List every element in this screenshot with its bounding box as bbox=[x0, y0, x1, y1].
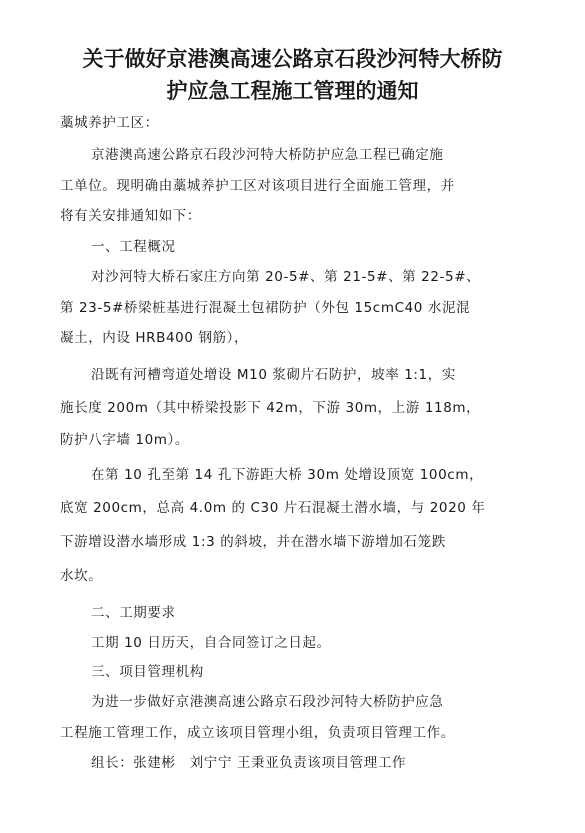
paragraph-line: 京港澳高速公路京石段沙河特大桥防护应急工程已确定施 bbox=[91, 147, 444, 163]
paragraph-line: 工程施工管理工作，成立该项目管理小组，负责项目管理工作。 bbox=[60, 725, 455, 741]
paragraph-line: 在第 10 孔至第 14 孔下游距大桥 30m 处增设顶宽 100cm， bbox=[91, 467, 484, 483]
paragraph-line: 工单位。现明确由藁城养护工区对该项目进行全面施工管理，并 bbox=[60, 178, 455, 194]
section-heading: 一、工程概况 bbox=[91, 239, 176, 255]
document-title-line-1: 关于做好京港澳高速公路京石段沙河特大桥防 bbox=[82, 46, 503, 71]
paragraph-line: 下游增设潜水墙形成 1:3 的斜坡，并在潜水墙下游增加石笼跌 bbox=[60, 534, 446, 550]
paragraph-line: 防护八字墙 10m）。 bbox=[60, 432, 189, 448]
paragraph-line: 凝土，内设 HRB400 钢筋）， bbox=[60, 330, 249, 346]
paragraph-line: 工期 10 日历天，自合同签订之日起。 bbox=[91, 635, 331, 651]
document-title-line-2: 护应急工程施工管理的通知 bbox=[166, 78, 419, 103]
paragraph-line: 将有关安排通知如下： bbox=[60, 208, 201, 224]
paragraph-line: 底宽 200cm，总高 4.0m 的 C30 片石混凝土潜水墙，与 2020 年 bbox=[60, 500, 486, 516]
section-heading: 三、项目管理机构 bbox=[91, 664, 204, 680]
paragraph-line: 第 23-5#桥梁桩基进行混凝土包裙防护（外包 15cmC40 水泥混 bbox=[60, 300, 471, 316]
paragraph-line: 施长度 200m（其中桥梁投影下 42m，下游 30m，上游 118m， bbox=[60, 400, 481, 416]
paragraph-line: 对沙河特大桥石家庄方向第 20-5#、第 21-5#、第 22-5#、 bbox=[91, 269, 481, 285]
salutation: 藁城养护工区： bbox=[60, 115, 159, 131]
section-heading: 二、工期要求 bbox=[91, 605, 176, 621]
paragraph-line: 水坎。 bbox=[60, 568, 103, 584]
paragraph-line: 为进一步做好京港澳高速公路京石段沙河特大桥防护应急 bbox=[91, 694, 444, 710]
paragraph-line: 组长：张建彬 刘宁宁 王秉亚负责该项目管理工作 bbox=[91, 755, 407, 771]
paragraph-line: 沿既有河槽弯道处增设 M10 浆砌片石防护，坡率 1:1，实 bbox=[91, 367, 456, 383]
